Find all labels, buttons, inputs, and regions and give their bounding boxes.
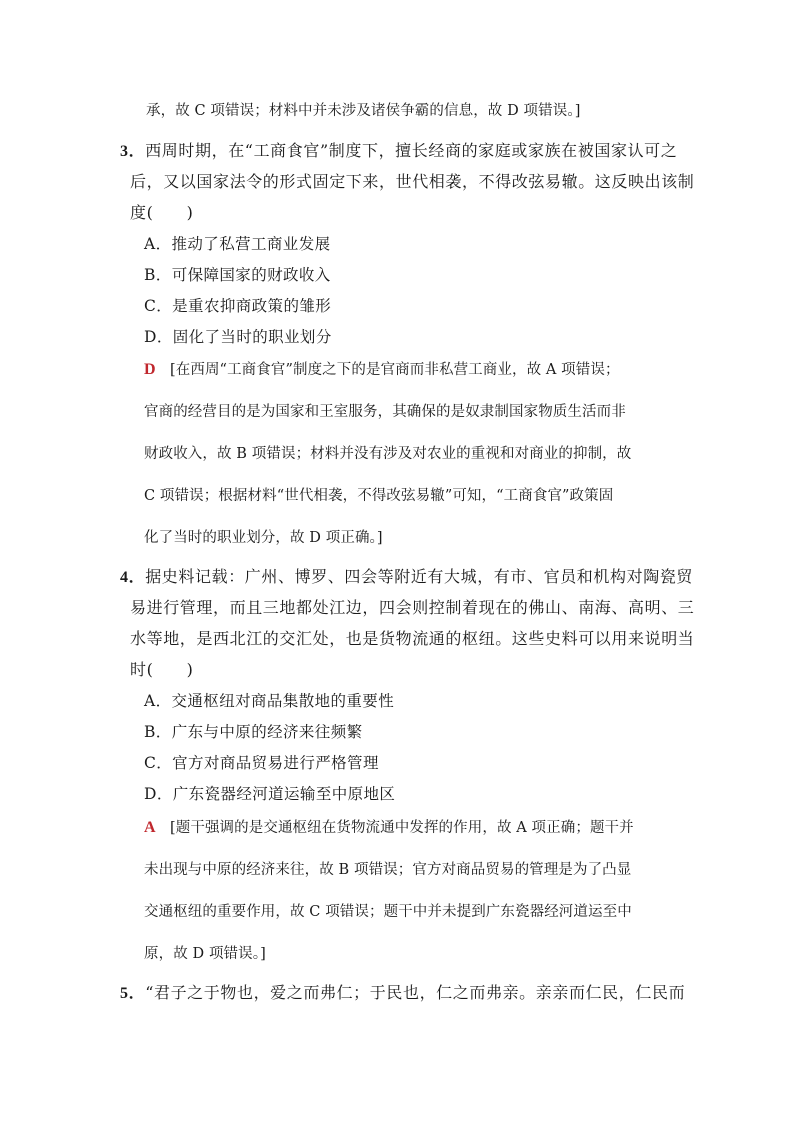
question-3-number: 3． [120, 143, 146, 160]
question-4-stem-line-1: 4．据史料记载：广州、博罗、四会等附近有大城，有市、官员和机构对陶瓷贸 [120, 567, 694, 586]
question-3-stem-line-1: 3．西周时期，在“工商食官”制度下，擅长经商的家庭或家族在被国家认可之 [120, 141, 678, 160]
question-4-explanation-line-1: A [题干强调的是交通枢纽在货物流通中发挥的作用，故 A 项正确；题干并 [144, 819, 634, 836]
question-4-number: 4． [120, 569, 146, 586]
question-4-option-d: D．广东瓷器经河道运输至中原地区 [144, 785, 396, 803]
question-4-stem-line-4: 时( ) [130, 660, 194, 679]
question-3-explanation-line-5: 化了当时的职业划分，故 D 项正确。] [144, 530, 383, 546]
question-3-explanation-line-1: D [在西周“工商食官”制度之下的是官商而非私营工商业，故 A 项错误； [144, 361, 620, 378]
question-4-stem-line-2: 易进行管理，而且三地都处江边，四会则控制着现在的佛山、南海、高明、三 [130, 598, 695, 617]
question-3-explanation-line-2: 官商的经营目的是为国家和王室服务，其确保的是奴隶制国家物质生活而非 [144, 404, 626, 420]
question-4-stem-line-3: 水等地，是西北江的交汇处，也是货物流通的枢纽。这些史料可以用来说明当 [130, 629, 695, 648]
question-3-option-c: C．是重农抑商政策的雏形 [144, 297, 332, 315]
question-4-explanation-line-3: 交通枢纽的重要作用，故 C 项错误；题干中并未提到广东瓷器经河道运至中 [144, 904, 632, 920]
question-4-explanation-line-2: 未出现与中原的经济来往，故 B 项错误；官方对商品贸易的管理是为了凸显 [144, 862, 632, 878]
question-5-stem-line-1: 5．“君子之于物也，爱之而弗仁；于民也，仁之而弗亲。亲亲而仁民，仁民而 [120, 983, 686, 1002]
question-3-option-d: D．固化了当时的职业划分 [144, 328, 332, 346]
question-4-option-a: A．交通枢纽对商品集散地的重要性 [144, 692, 395, 710]
question-3-stem-line-3: 度( ) [130, 203, 194, 222]
question-4-option-c: C．官方对商品贸易进行严格管理 [144, 754, 379, 772]
question-3-explanation-line-3: 财政收入，故 B 项错误；材料并没有涉及对农业的重视和对商业的抑制，故 [144, 446, 632, 462]
question-3-option-a: A．推动了私营工商业发展 [144, 235, 331, 253]
question-5-number: 5． [120, 985, 146, 1002]
question-4-answer: A [144, 819, 156, 836]
question-3-stem-line-2: 后，又以国家法令的形式固定下来，世代相袭，不得改弦易辙。这反映出该制 [130, 172, 695, 191]
question-3-option-b: B．可保障国家的财政收入 [144, 266, 331, 284]
question-3-answer: D [144, 361, 156, 378]
question-3-explanation-line-4: C 项错误；根据材料“世代相袭，不得改弦易辙”可知，“工商食官”政策固 [144, 488, 614, 504]
previous-explanation-line: 承，故 C 项错误；材料中并未涉及诸侯争霸的信息，故 D 项错误。] [146, 103, 581, 119]
question-4-explanation-line-4: 原，故 D 项错误。] [144, 946, 266, 962]
question-4-option-b: B．广东与中原的经济来往频繁 [144, 723, 363, 741]
